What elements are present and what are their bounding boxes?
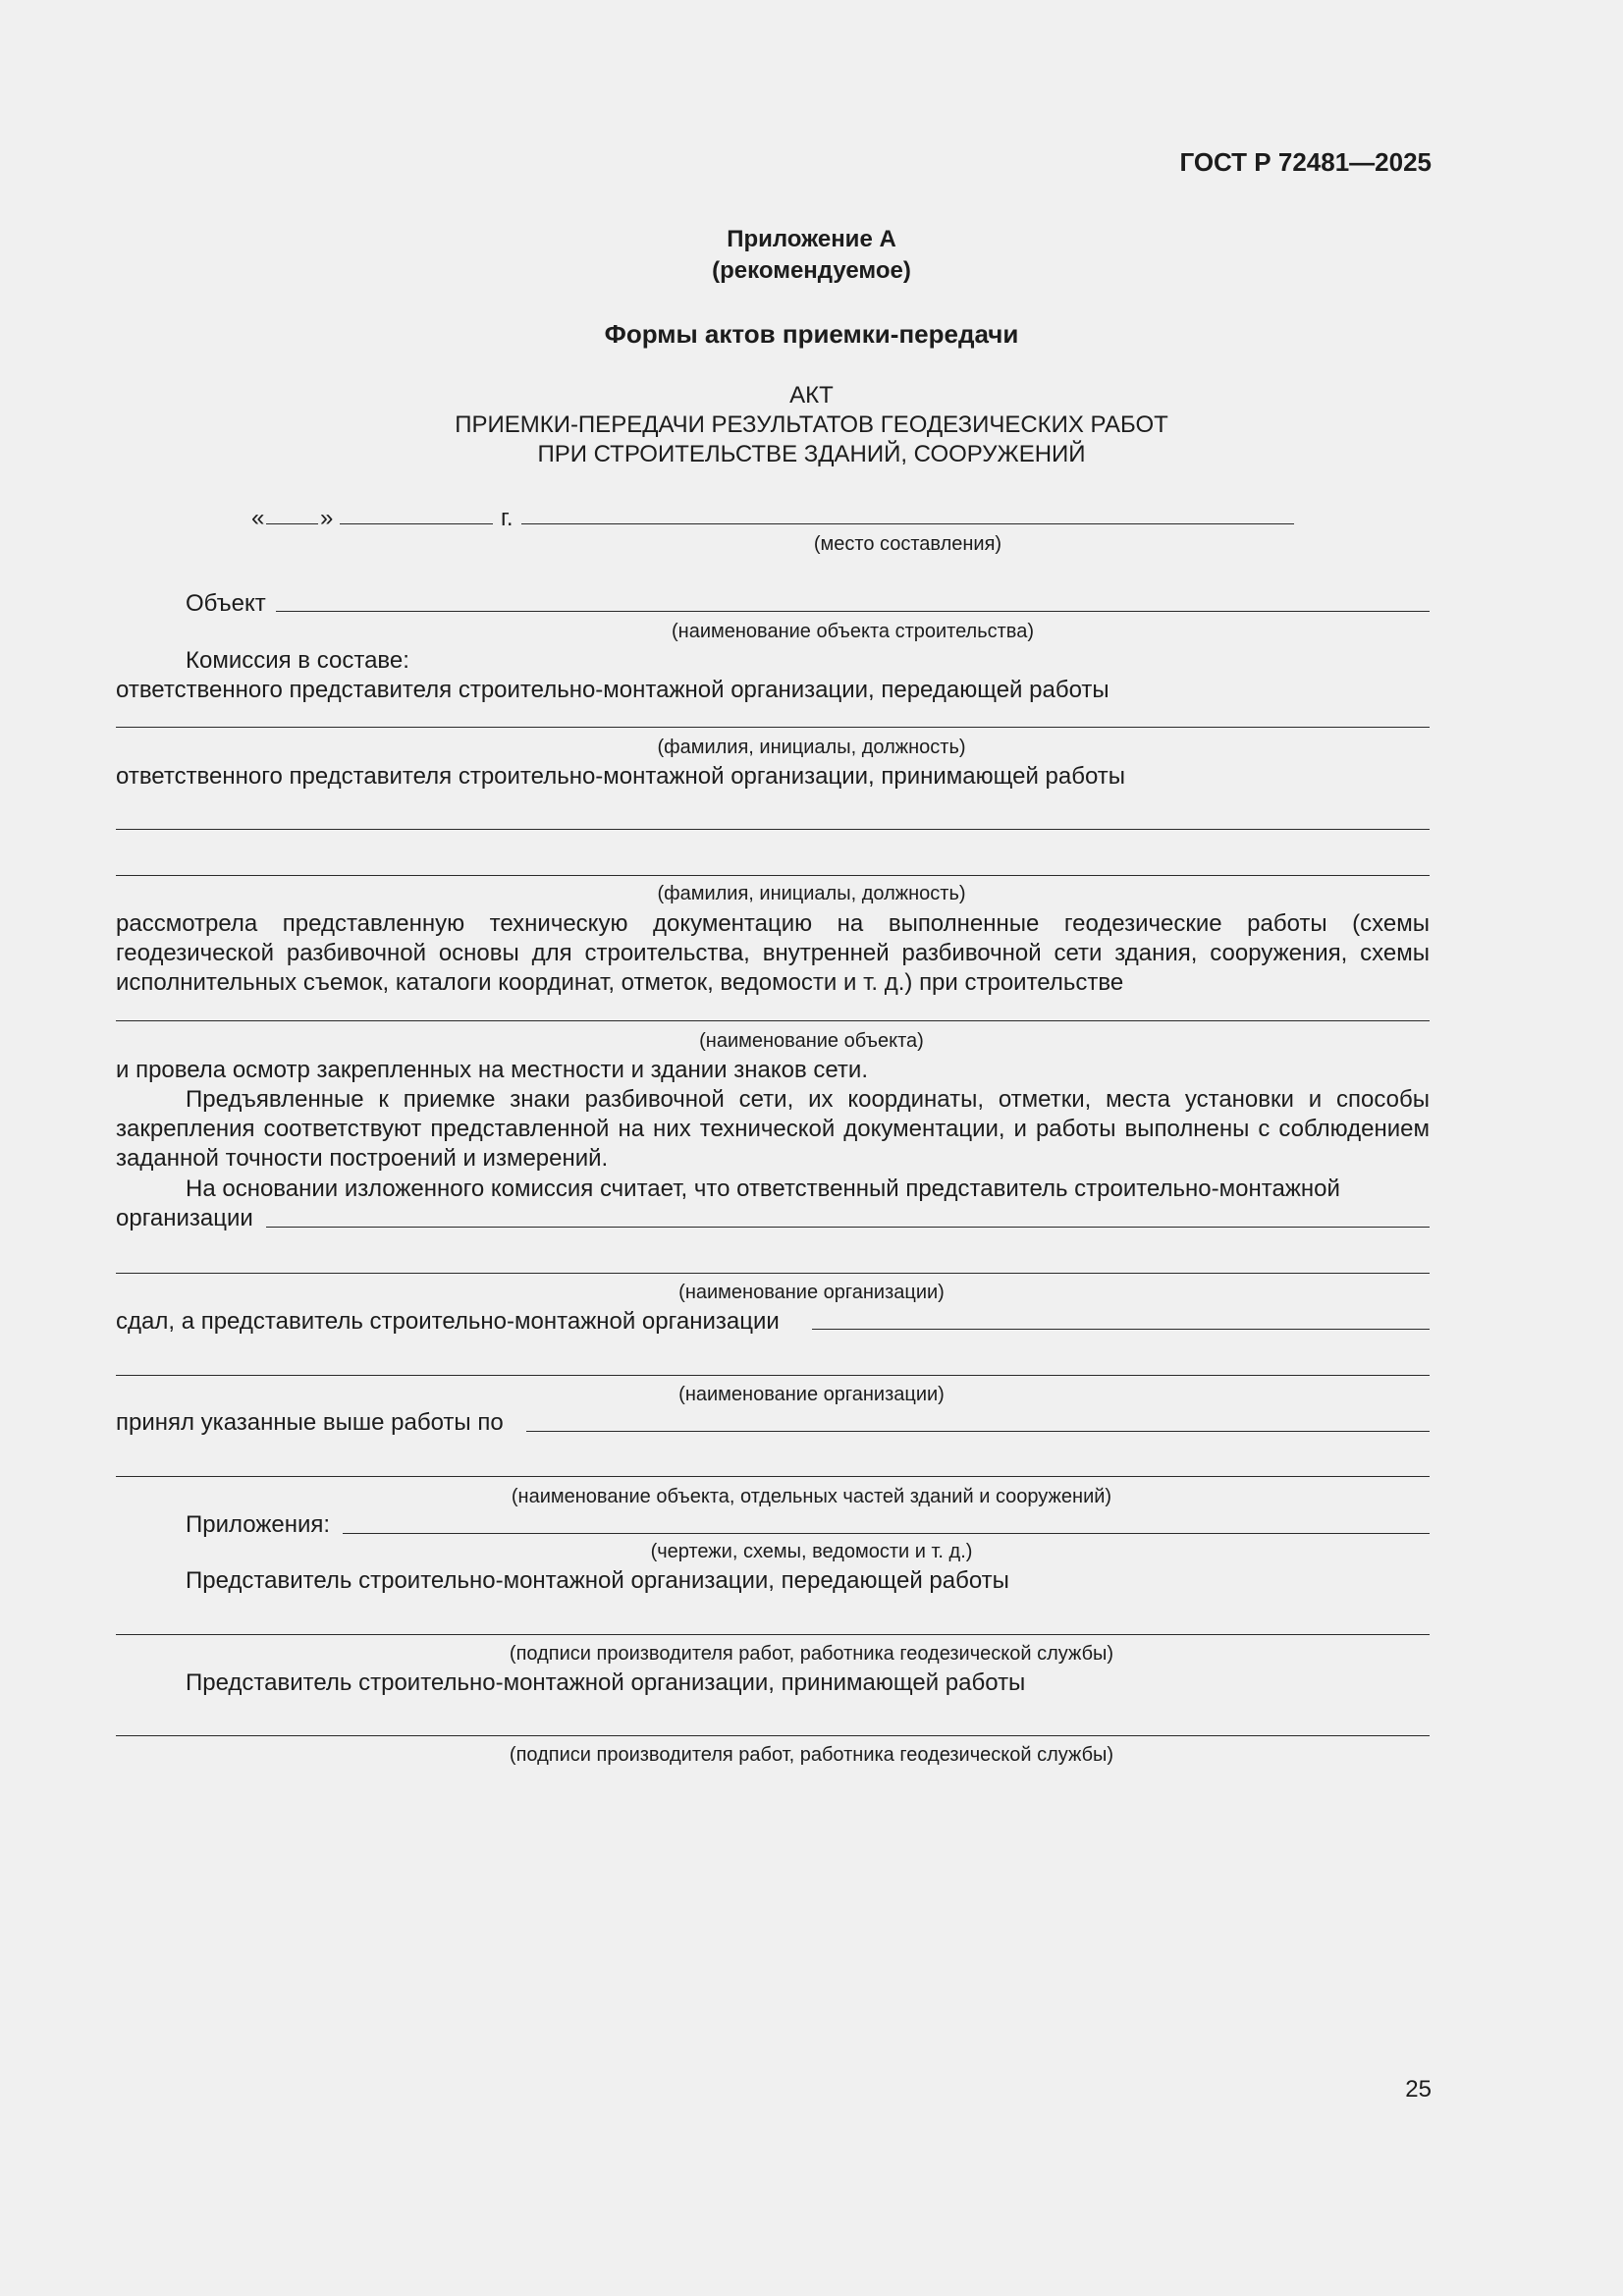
accepted-field-1[interactable] — [526, 1431, 1430, 1432]
attachments-caption: (чертежи, схемы, ведомости и т. д.) — [650, 1541, 973, 1562]
compliance-line1: Предъявленные к приемке знаки разбивочной сети, их координаты, отметки, места установки и способы — [186, 1086, 1430, 1113]
receiving-signature-field[interactable] — [116, 1735, 1430, 1736]
object-caption: (наименование объекта строительства) — [672, 621, 1034, 642]
conclusion-line1: На основании изложенного комиссия считает, что ответственный представитель строительно-монтажной — [186, 1175, 1340, 1202]
handing-signature-field[interactable] — [116, 1634, 1430, 1635]
handed-caption: (наименование организации) — [678, 1384, 945, 1405]
date-month-field[interactable] — [340, 523, 493, 524]
standard-code: ГОСТ Р 72481—2025 — [1179, 147, 1432, 177]
receiving-signature-caption: (подписи производителя работ, работника геодезической службы) — [509, 1744, 1114, 1766]
receiving-rep-field-1[interactable] — [116, 829, 1430, 830]
accepted-field-2[interactable] — [116, 1476, 1430, 1477]
handing-rep-text: ответственного представителя строительно-монтажной организации, передающей работы — [116, 677, 1109, 703]
handing-rep-field[interactable] — [116, 727, 1430, 728]
place-caption: (место составления) — [813, 533, 1002, 555]
date-quote-open: « — [251, 505, 265, 531]
act-title-line3: ПРИ СТРОИТЕЛЬСТВЕ ЗДАНИЙ, СООРУЖЕНИЙ — [537, 441, 1086, 467]
receiving-rep-field-2[interactable] — [116, 875, 1430, 876]
handed-field-2[interactable] — [116, 1375, 1430, 1376]
accepted-caption: (наименование объекта, отдельных частей зданий и сооружений) — [511, 1486, 1112, 1507]
date-year-mark: г. — [501, 505, 514, 531]
attachments-field[interactable] — [343, 1533, 1430, 1534]
compliance-line3: заданной точности построений и измерений. — [116, 1145, 609, 1172]
review-line1: рассмотрела представленную техническую документацию на выполненные геодезические работы (схемы — [116, 910, 1430, 937]
date-quote-close: » — [320, 505, 334, 531]
compliance-line2: закрепления соответствуют представленной на них технической документации, и работы выполнены с соблюдением — [116, 1116, 1430, 1142]
appendix-status: (рекомендуемое) — [712, 257, 911, 284]
object-field[interactable] — [276, 611, 1430, 612]
review-object-caption: (наименование объекта) — [699, 1030, 924, 1052]
place-field[interactable] — [521, 523, 1294, 524]
conclusion-org-caption: (наименование организации) — [678, 1282, 945, 1303]
date-day-field[interactable] — [266, 523, 318, 524]
page-number: 25 — [1405, 2076, 1432, 2103]
handing-signature-caption: (подписи производителя работ, работника геодезической службы) — [509, 1643, 1114, 1665]
act-title-line2: ПРИЕМКИ-ПЕРЕДАЧИ РЕЗУЛЬТАТОВ ГЕОДЕЗИЧЕСКИХ РАБОТ — [455, 411, 1168, 438]
receiving-rep-text: ответственного представителя строительно-монтажной организации, принимающей работы — [116, 763, 1126, 790]
attachments-label: Приложения: — [186, 1511, 331, 1538]
handing-rep-caption: (фамилия, инициалы, должность) — [657, 737, 966, 758]
review-line2: геодезической разбивочной основы для строительства, внутренней разбивочной сети здания, сооружения, схемы — [116, 940, 1430, 966]
appendix-subtitle: Формы актов приемки-передачи — [604, 319, 1019, 349]
object-label: Объект — [186, 590, 266, 617]
inspection-text: и провела осмотр закрепленных на местности и здании знаков сети. — [116, 1057, 868, 1083]
act-title-line1: АКТ — [789, 382, 834, 409]
review-object-field[interactable] — [116, 1020, 1430, 1021]
appendix-title: Приложение А — [727, 226, 896, 252]
conclusion-org-field-2[interactable] — [116, 1273, 1430, 1274]
handed-text: сдал, а представитель строительно-монтажной организации — [116, 1308, 780, 1335]
conclusion-org-field-1[interactable] — [266, 1227, 1430, 1228]
receiving-rep-caption: (фамилия, инициалы, должность) — [657, 883, 966, 904]
handing-signature-label: Представитель строительно-монтажной организации, передающей работы — [186, 1567, 1009, 1594]
commission-intro: Комиссия в составе: — [186, 647, 409, 674]
handed-field-1[interactable] — [812, 1329, 1430, 1330]
accepted-text: принял указанные выше работы по — [116, 1409, 504, 1436]
review-line3: исполнительных съемок, каталоги координат, отметок, ведомости и т. д.) при строительстве — [116, 969, 1124, 996]
conclusion-org-label: организации — [116, 1205, 253, 1231]
receiving-signature-label: Представитель строительно-монтажной организации, принимающей работы — [186, 1669, 1026, 1696]
